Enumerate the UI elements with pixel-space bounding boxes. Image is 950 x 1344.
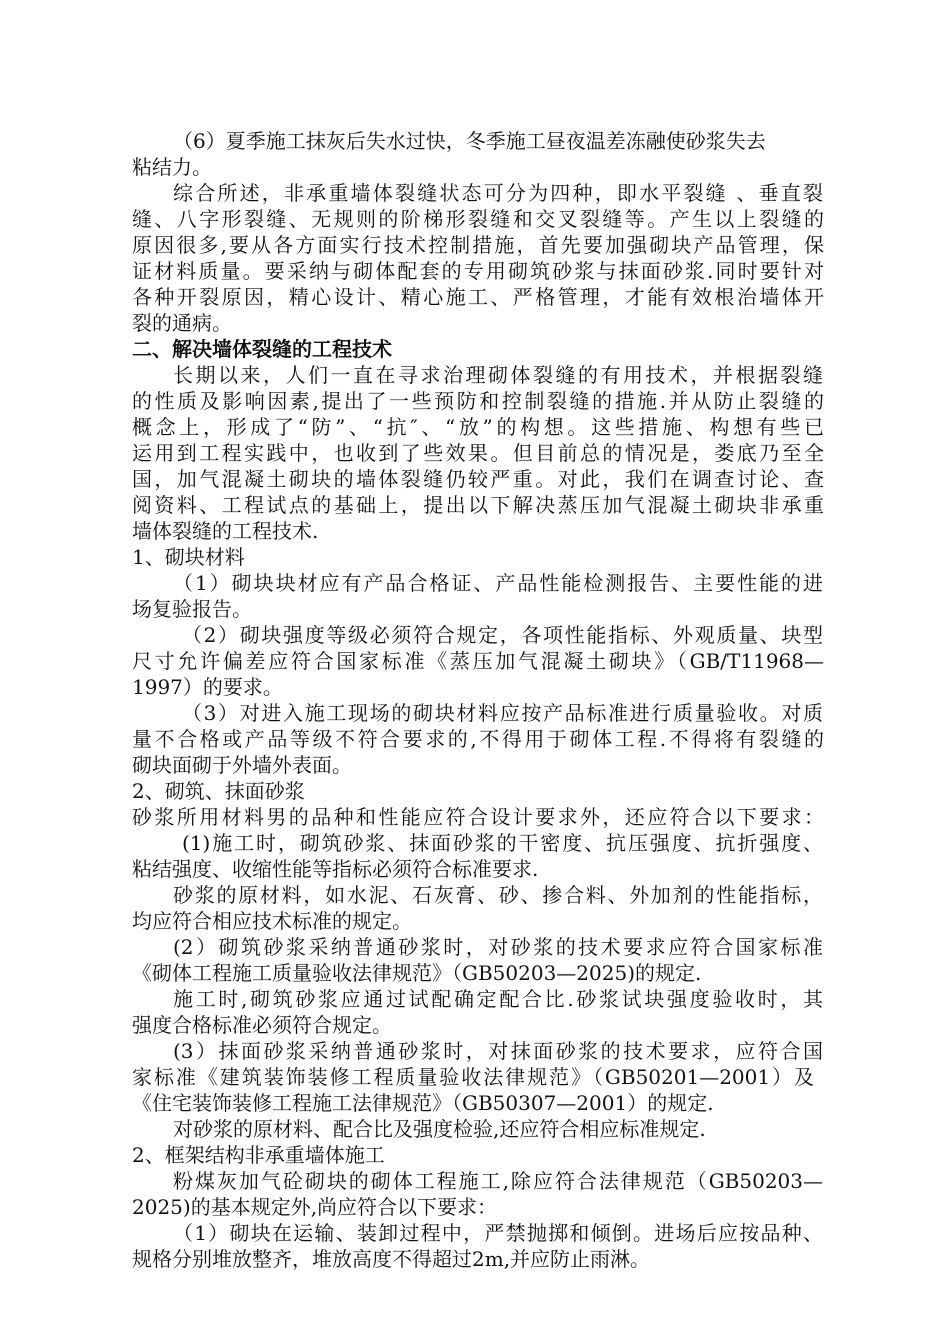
paragraph-line: 量不合格或产品等级不符合要求的,不得用于砌体工程.不得将有裂缝的 xyxy=(132,727,824,751)
paragraph-line: 家标准《建筑装饰装修工程质量验收法律规范》（GB50201—2001）及 xyxy=(132,1065,814,1089)
subsection-heading: 2、砌筑、抹面砂浆 xyxy=(132,779,305,803)
paragraph-line: 的性质及影响因素,提出了一些预防和控制裂缝的措施.并从防止裂缝的 xyxy=(132,389,824,413)
paragraph-line: 施工时,砌筑砂浆应通过试配确定配合比.砂浆试块强度验收时，其 xyxy=(173,987,823,1011)
paragraph-line: 砂浆所用材料男的品种和性能应符合设计要求外，还应符合以下要求： xyxy=(132,805,824,829)
paragraph-line: 长期以来，人们一直在寻求治理砌体裂缝的有用技术，并根据裂缝 xyxy=(173,363,823,387)
paragraph-line: 强度合格标准必须符合规定。 xyxy=(132,1013,392,1037)
paragraph-line: 裂的通病。 xyxy=(132,311,232,335)
paragraph-line: 2025)的基本规定外,尚应符合以下要求： xyxy=(132,1195,498,1219)
paragraph-line: （3）对进入施工现场的砌块材料应按产品标准进行质量验收。对质 xyxy=(182,701,823,725)
paragraph-line: (1)施工时，砌筑砂浆、抹面砂浆的干密度、抗压强度、抗折强度、 xyxy=(182,831,823,855)
paragraph-line: 证材料质量。要采纳与砌体配套的专用砌筑砂浆与抹面砂浆.同时要针对 xyxy=(132,259,824,283)
paragraph-line: 墙体裂缝的工程技术. xyxy=(132,519,319,543)
paragraph-line: 国，加气混凝土砌块的墙体裂缝仍较严重。对此，我们在调查讨论、查 xyxy=(132,467,824,491)
paragraph-line: 粉煤灰加气砼砌块的砌体工程施工,除应符合法律规范（GB50203— xyxy=(173,1169,823,1193)
paragraph-line: （1）砌块在运输、装卸过程中，严禁抛掷和倾倒。进场后应按品种、 xyxy=(173,1221,823,1245)
paragraph-line: 原因很多,要从各方面实行技术控制措施，首先要加强砌块产品管理，保 xyxy=(132,233,824,257)
paragraph-line: 阅资料、工程试点的基础上，提出以下解决蒸压加气混凝土砌块非承重 xyxy=(132,493,824,517)
paragraph-line: 砂浆的原材料，如水泥、石灰膏、砂、掺合料、外加剂的性能指标， xyxy=(173,883,823,907)
paragraph-line: (2）砌筑砂浆采纳普通砂浆时，对砂浆的技术要求应符合国家标准 xyxy=(173,935,823,959)
paragraph-line: 综合所述，非承重墙体裂缝状态可分为四种，即水平裂缝 、垂直裂 xyxy=(173,181,823,205)
paragraph-line: (3）抹面砂浆采纳普通砂浆时，对抹面砂浆的技术要求，应符合国 xyxy=(173,1039,823,1063)
paragraph-line: 场复验报告。 xyxy=(132,597,252,621)
paragraph-line: 粘结强度、收缩性能等指标必须符合标准要求. xyxy=(132,857,539,881)
paragraph-line: 运用到工程实践中，也收到了些效果。但目前总的情况是，娄底乃至全 xyxy=(132,441,824,465)
paragraph-line: 《住宅装饰装修工程施工法律规范》（GB50307—2001）的规定. xyxy=(132,1091,714,1115)
paragraph-line: 粘结力。 xyxy=(132,155,212,179)
paragraph-line: （1）砌块块材应有产品合格证、产品性能检测报告、主要性能的进 xyxy=(173,571,823,595)
paragraph-line: （2）砌块强度等级必须符合规定，各项性能指标、外观质量、块型 xyxy=(182,623,823,647)
paragraph-line: 缝、八字形裂缝、无规则的阶梯形裂缝和交叉裂缝等。产生以上裂缝的 xyxy=(132,207,824,231)
paragraph-line: 砌块面砌于外墙外表面。 xyxy=(132,753,352,777)
subsection-heading: 2、框架结构非承重墙体施工 xyxy=(132,1143,385,1167)
paragraph-line: 《砌体工程施工质量验收法律规范》（GB50203—2025)的规定. xyxy=(132,961,702,985)
section-heading: 二、解决墙体裂缝的工程技术 xyxy=(132,337,392,361)
paragraph-line: 规格分别堆放整齐，堆放高度不得超过2m,并应防止雨淋。 xyxy=(132,1247,651,1271)
subsection-heading: 1、砌块材料 xyxy=(132,545,245,569)
paragraph-line: 概念上，形成了“防”、“抗″、“放”的构想。这些措施、构想有些已 xyxy=(132,415,824,439)
paragraph-line: （6）夏季施工抹灰后失水过快，冬季施工昼夜温差冻融使砂浆失去 xyxy=(173,129,766,153)
paragraph-line: 均应符合相应技术标准的规定。 xyxy=(132,909,412,933)
paragraph-line: 各种开裂原因，精心设计、精心施工、严格管理，才能有效根治墙体开 xyxy=(132,285,824,309)
paragraph-line: 对砂浆的原材料、配合比及强度检验,还应符合相应标准规定. xyxy=(173,1117,706,1141)
paragraph-line: 1997）的要求。 xyxy=(132,675,283,699)
paragraph-line: 尺寸允许偏差应符合国家标准《蒸压加气混凝土砌块》（GB/T11968— xyxy=(132,649,824,673)
